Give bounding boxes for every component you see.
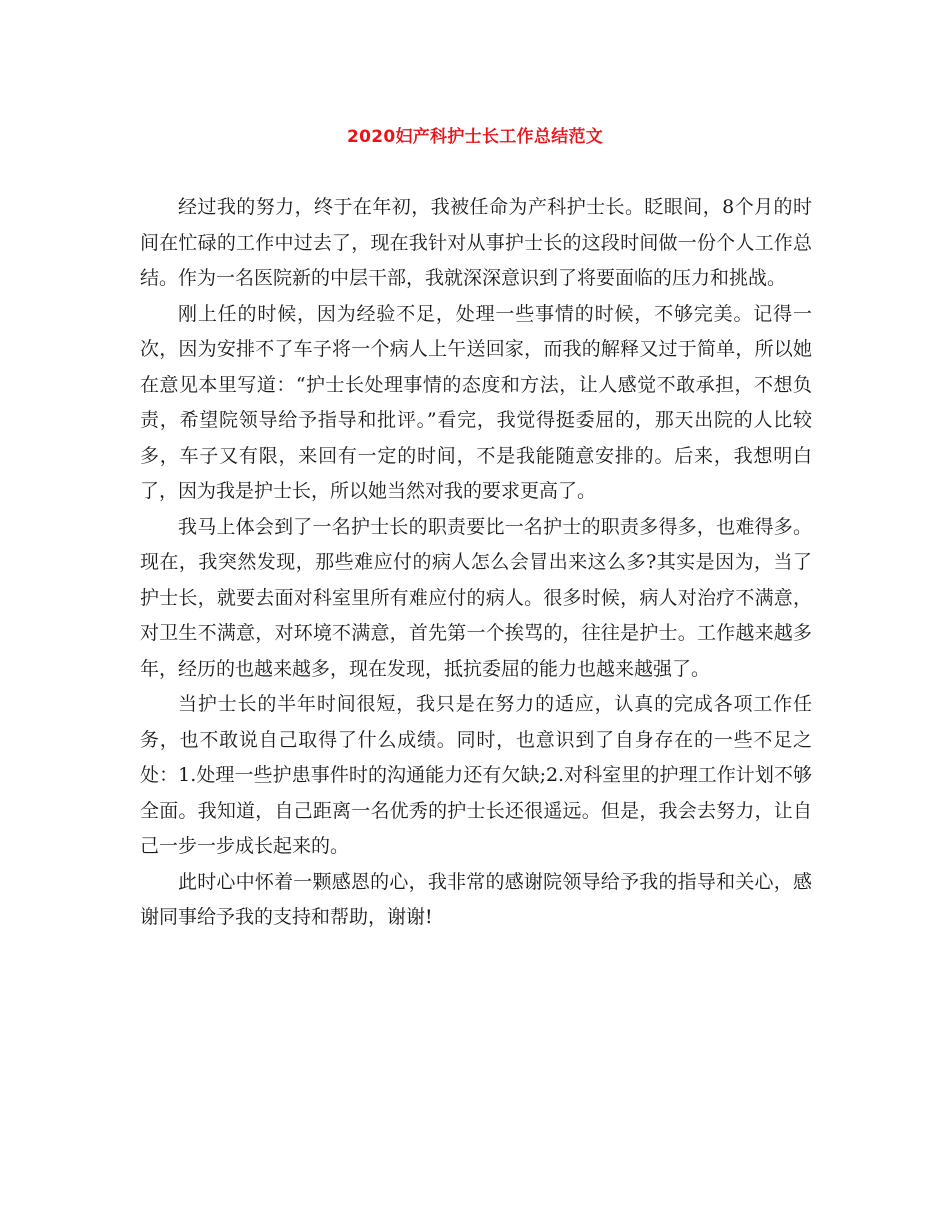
paragraph-1: 经过我的努力，终于在年初，我被任命为产科护士长。眨眼间，8个月的时间在忙碌的工作中过去了，现在我针对从事护士长的这段时间做一份个人工作总结。作为一名医院新的中层干部，我就深深意识到了将要面临的压力和挑战。 <box>140 196 812 289</box>
document-body <box>140 190 812 936</box>
paragraph-5: 此时心中怀着一颗感恩的心，我非常的感谢院领导给予我的指导和关心，感谢同事给予我的支持和帮助，谢谢! <box>140 870 812 928</box>
paragraph-3: 我马上体会到了一名护士长的职责要比一名护士的职责多得多，也难得多。现在，我突然发现，那些难应付的病人怎么会冒出来这么多?其实是因为，当了护士长，就要去面对科室里所有难应付的病人。很多时候，病人对治疗不满意，对卫生不满意，对环境不满意，首先第一个挨骂的，往往是护士。工作越来越多年，经历的也越来越多，现在发现，抵抗委屈的能力也越来越强了。 <box>140 515 812 680</box>
paragraph-4: 当护士长的半年时间很短，我只是在努力的适应，认真的完成各项工作任务，也不敢说自己取得了什么成绩。同时，也意识到了自身存在的一些不足之处：1.处理一些护患事件时的沟通能力还有欠缺;2.对科室里的护理工作计划不够全面。我知道，自己距离一名优秀的护士长还很遥远。但是，我会去努力，让自己一步一步成长起来的。 <box>140 693 812 857</box>
document-title: 2020妇产科护士长工作总结范文 <box>346 127 604 147</box>
paragraph-2: 刚上任的时候，因为经验不足，处理一些事情的时候，不够完美。记得一次，因为安排不了车子将一个病人上午送回家，而我的解释又过于简单，所以她在意见本里写道：“护士长处理事情的态度和方法，让人感觉不敢承担，不想负责，希望院领导给予指导和批评。”看完，我觉得挺委屈的，那天出院的人比较多，车子又有限，来回有一定的时间，不是我能随意安排的。后来，我想明白了，因为我是护士长，所以她当然对我的要求更高了。 <box>140 302 812 502</box>
